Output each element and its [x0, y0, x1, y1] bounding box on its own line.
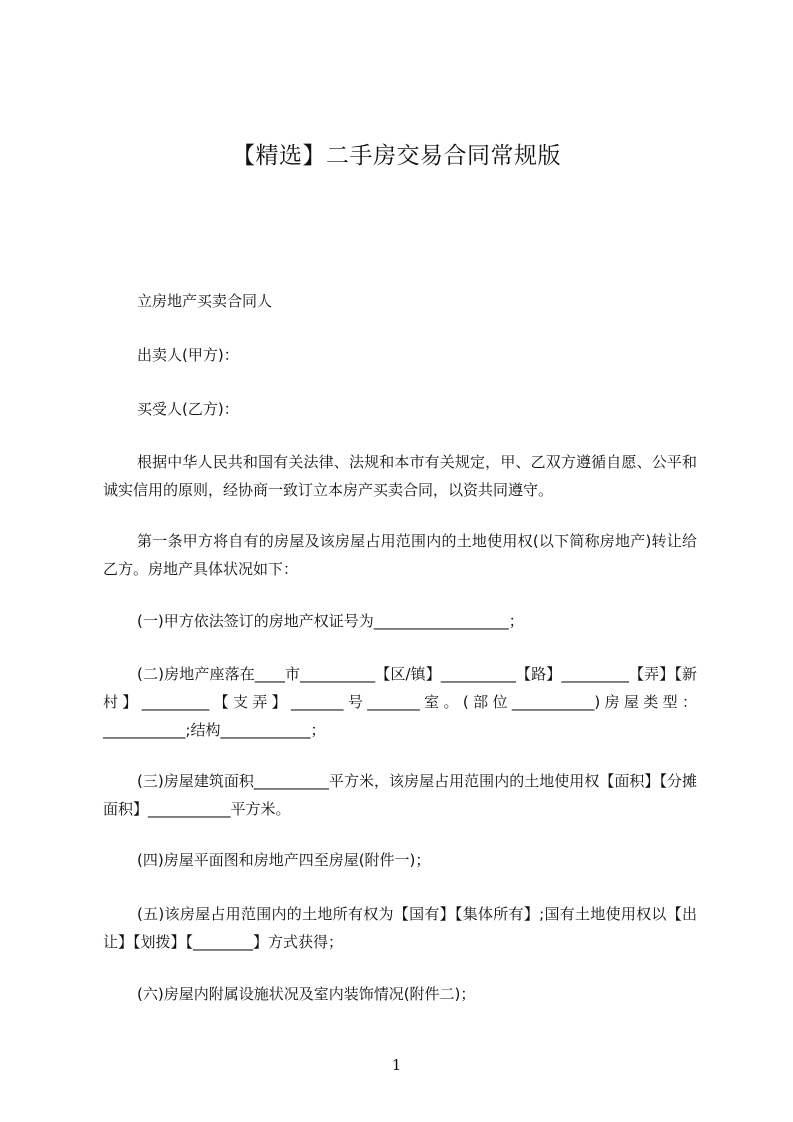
document-title: 【精选】二手房交易合同常规版 — [232, 143, 561, 169]
paragraph-item-one: (一)甲方依法签订的房地产权证号为__________________； — [137, 612, 524, 630]
paragraph-item-two: (二)房地产座落在____市__________【区/镇】__________【路】_________【弄】【新村】_________【支弄】_______号_______室。(部位___________)房屋类型：___________;结构____________； — [103, 665, 697, 739]
paragraph-buyer: 买受人(乙方)： — [137, 400, 239, 418]
paragraph-item-four: (四)房屋平面图和房地产四至房屋(附件一)； — [137, 851, 431, 869]
page-number: 1 — [391, 1056, 402, 1074]
paragraph-contract-parties-heading: 立房地产买卖合同人 — [137, 292, 273, 310]
paragraph-legal-basis: 根据中华人民共和国有关法律、法规和本市有关规定，甲、乙双方遵循自愿、公平和诚实信用的原则，经协商一致订立本房产买卖合同，以资共同遵守。 — [103, 453, 697, 499]
paragraph-item-three: (三)房屋建筑面积__________平方米，该房屋占用范围内的土地使用权【面积】【分摊面积】___________平方米。 — [103, 772, 697, 818]
paragraph-article-one: 第一条甲方将自有的房屋及该房屋占用范围内的土地使用权(以下简称房地产)转让给乙方。房地产具体状况如下： — [103, 532, 697, 578]
paragraph-item-five: (五)该房屋占用范围内的土地所有权为【国有】【集体所有】;国有土地使用权以【出让】【划拨】【________】方式获得； — [103, 905, 697, 951]
paragraph-item-six: (六)房屋内附属设施状况及室内装饰情况(附件二)； — [137, 985, 476, 1003]
paragraph-seller: 出卖人(甲方)： — [137, 346, 239, 364]
